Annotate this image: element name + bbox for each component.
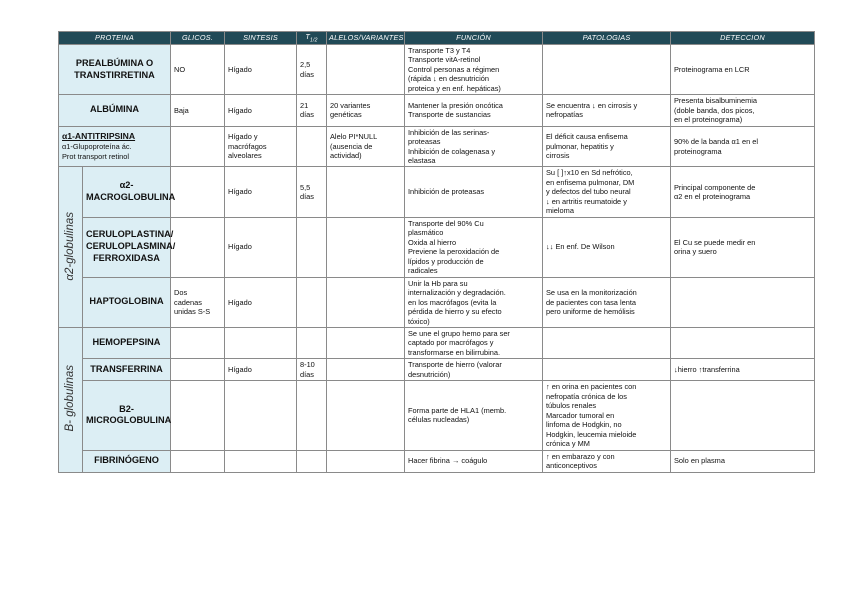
- cell-t12: 21 días: [297, 95, 327, 126]
- cell-patologias: ↑ en orina en pacientes con nefropatía crónica de los túbulos renales Marcador tumoral en linfoma de Hodgkin, no Hodgkin, leucemia mieloide crónica y MM: [543, 381, 671, 450]
- table-row: [59, 359, 815, 381]
- cell-glicos: NO: [171, 44, 225, 94]
- table-row: [59, 277, 815, 327]
- cell-t12: [297, 327, 327, 358]
- cell-deteccion: Proteinograma en LCR: [671, 44, 815, 94]
- cell-patologias: ↓↓ En enf. De Wilson: [543, 217, 671, 277]
- protein-name: [59, 126, 171, 167]
- cell-sintesis: Hígado: [225, 277, 297, 327]
- cell-alelos: 20 variantes genéticas: [327, 95, 405, 126]
- cell-alelos: [327, 381, 405, 450]
- header-row: [59, 32, 815, 45]
- cell-t12: [297, 381, 327, 450]
- group-alpha2: [59, 167, 83, 328]
- cell-glicos: [171, 450, 225, 472]
- cell-patologias: Se encuentra ↓ en cirrosis y nefropatías: [543, 95, 671, 126]
- cell-sintesis: Hígado: [225, 44, 297, 94]
- cell-alelos: [327, 327, 405, 358]
- cell-t12: [297, 217, 327, 277]
- cell-sintesis: [225, 381, 297, 450]
- cell-glicos: [171, 381, 225, 450]
- protein-name-sub: α1-Glupoproteína ác.: [62, 142, 132, 152]
- cell-t12: [297, 277, 327, 327]
- cell-sintesis: [225, 327, 297, 358]
- cell-patologias: [543, 327, 671, 358]
- cell-deteccion: Presenta bisalbuminemia (doble banda, dos picos, en el proteinograma): [671, 95, 815, 126]
- cell-glicos: [171, 327, 225, 358]
- cell-deteccion: Principal componente de α2 en el proteinograma: [671, 167, 815, 217]
- cell-sintesis: Hígado: [225, 359, 297, 381]
- cell-patologias: El déficit causa enfisema pulmonar, hepatitis y cirrosis: [543, 126, 671, 167]
- cell-t12: 5,5 días: [297, 167, 327, 217]
- cell-alelos: [327, 217, 405, 277]
- cell-deteccion: [671, 327, 815, 358]
- header-funcion: FUNCIÓN: [405, 32, 543, 45]
- cell-glicos: [171, 359, 225, 381]
- header-patologias: PATOLOGIAS: [543, 32, 671, 45]
- protein-name: TRANSFERRINA: [83, 359, 171, 381]
- cell-funcion: Transporte T3 y T4 Transporte vitA-retinol Control personas a régimen (rápida ↓ en desnutrición proteica y en enf. hepáticas): [405, 44, 543, 94]
- table-row: [59, 217, 815, 277]
- cell-patologias: [543, 44, 671, 94]
- cell-t12: 2,5 días: [297, 44, 327, 94]
- cell-funcion: Se une el grupo hemo para ser captado por macrófagos y transformarse en bilirrubina.: [405, 327, 543, 358]
- cell-sintesis: Hígado: [225, 167, 297, 217]
- cell-deteccion: ↓hierro ↑transferrina: [671, 359, 815, 381]
- protein-name: ALBÚMINA: [59, 95, 171, 126]
- cell-alelos: [327, 450, 405, 472]
- header-t: T: [305, 32, 311, 41]
- cell-glicos: Dos cadenas unidas S-S: [171, 277, 225, 327]
- cell-alelos: [327, 277, 405, 327]
- group-beta-label: B- globulinas: [64, 365, 77, 432]
- cell-alelos: Alelo PI*NULL (ausencia de actividad): [327, 126, 405, 167]
- cell-deteccion: [671, 277, 815, 327]
- cell-deteccion: 90% de la banda α1 en el proteinograma: [671, 126, 815, 167]
- cell-patologias: Se usa en la monitorización de pacientes con tasa lenta pero uniforme de hemólisis: [543, 277, 671, 327]
- table-body: [59, 44, 815, 472]
- table-row: [59, 44, 815, 94]
- header-sintesis: SINTESIS: [225, 32, 297, 45]
- cell-patologias: [543, 359, 671, 381]
- header-t-sub: 1/2: [310, 37, 318, 44]
- protein-name-title: α1-ANTITRIPSINA: [62, 131, 136, 142]
- cell-t12: [297, 450, 327, 472]
- cell-funcion: Mantener la presión oncótica Transporte de sustancias: [405, 95, 543, 126]
- header-glicos: GLICOS.: [171, 32, 225, 45]
- cell-t12: [297, 126, 327, 167]
- protein-name: CERULOPLASTINA/ CERULOPLASMINA/ FERROXIDASA: [83, 217, 171, 277]
- protein-table: [58, 31, 815, 473]
- cell-funcion: Transporte de hierro (valorar desnutrición): [405, 359, 543, 381]
- cell-patologias: ↑ en embarazo y con anticonceptivos: [543, 450, 671, 472]
- cell-alelos: [327, 359, 405, 381]
- cell-deteccion: Solo en plasma: [671, 450, 815, 472]
- cell-glicos: [171, 126, 225, 167]
- group-alpha2-label: α2-globulinas: [64, 211, 77, 281]
- table-row: [59, 450, 815, 472]
- cell-funcion: Hacer fibrina → coágulo: [405, 450, 543, 472]
- cell-funcion: Inhibición de las serinas- proteasas Inhibición de colagenasa y elastasa: [405, 126, 543, 167]
- table-row: [59, 327, 815, 358]
- cell-funcion: Inhibición de proteasas: [405, 167, 543, 217]
- header-proteina: PROTEINA: [59, 32, 171, 45]
- protein-name: HEMOPEPSINA: [83, 327, 171, 358]
- cell-sintesis: Hígado: [225, 217, 297, 277]
- cell-sintesis: [225, 450, 297, 472]
- cell-patologias: Su [ ]↑x10 en Sd nefrótico, en enfisema pulmonar, DM y defectos del tubo neural ↓ en artritis reumatoide y mieloma: [543, 167, 671, 217]
- cell-glicos: Baja: [171, 95, 225, 126]
- cell-deteccion: [671, 381, 815, 450]
- protein-name: PREALBÚMINA O TRANSTIRRETINA: [59, 44, 171, 94]
- cell-funcion: Unir la Hb para su internalización y degradación. en los macrófagos (evita la pérdida de hierro y su efecto tóxico): [405, 277, 543, 327]
- header-deteccion: DETECCION: [671, 32, 815, 45]
- cell-sintesis: Hígado: [225, 95, 297, 126]
- protein-name: FIBRINÓGENO: [83, 450, 171, 472]
- header-t-half: [297, 32, 327, 45]
- table-row: [59, 95, 815, 126]
- cell-alelos: [327, 44, 405, 94]
- cell-alelos: [327, 167, 405, 217]
- cell-funcion: Forma parte de HLA1 (memb. células nucleadas): [405, 381, 543, 450]
- protein-name: HAPTOGLOBINA: [83, 277, 171, 327]
- cell-deteccion: El Cu se puede medir en orina y suero: [671, 217, 815, 277]
- group-beta: [59, 327, 83, 472]
- cell-funcion: Transporte del 90% Cu plasmático Oxida al hierro Previene la peroxidación de lípidos y producción de radicales: [405, 217, 543, 277]
- cell-sintesis: Hígado y macrófagos alveolares: [225, 126, 297, 167]
- cell-t12: 8-10 días: [297, 359, 327, 381]
- table-row: [59, 126, 815, 167]
- protein-name-sub: Prot transport retinol: [62, 152, 129, 162]
- protein-name: α2- MACROGLOBULINA: [83, 167, 171, 217]
- table-row: [59, 381, 815, 450]
- cell-glicos: [171, 217, 225, 277]
- header-alelos: ALELOS/VARIANTES: [327, 32, 405, 45]
- cell-glicos: [171, 167, 225, 217]
- protein-name: B2- MICROGLOBULINA: [83, 381, 171, 450]
- table-row: [59, 167, 815, 217]
